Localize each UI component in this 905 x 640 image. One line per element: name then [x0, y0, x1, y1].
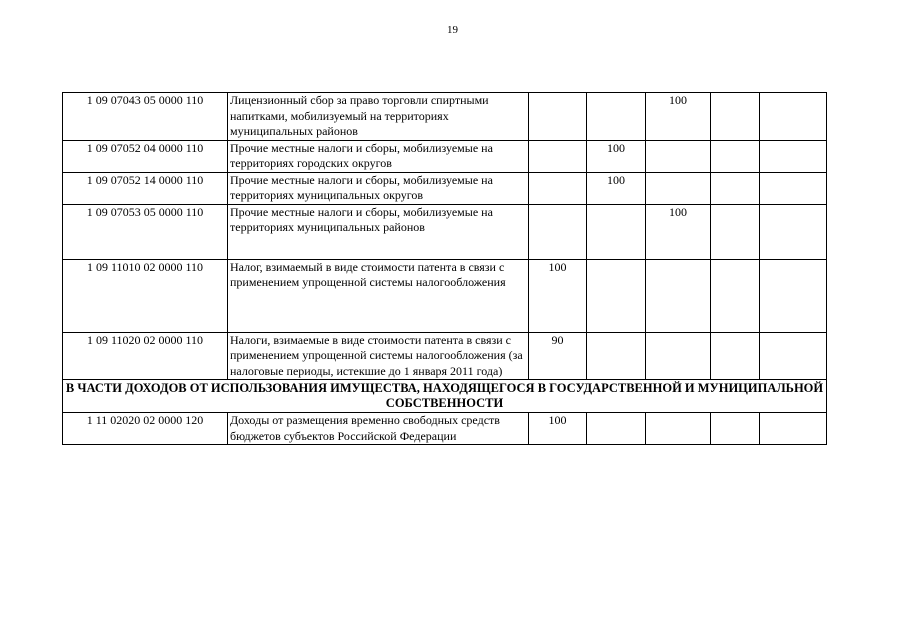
table-row	[63, 332, 827, 380]
share-cell	[587, 332, 646, 380]
table-row	[63, 259, 827, 332]
share-cell	[760, 259, 827, 332]
revenue-code: 1 09 07052 04 0000 110	[63, 140, 228, 172]
section-title: В ЧАСТИ ДОХОДОВ ОТ ИСПОЛЬЗОВАНИЯ ИМУЩЕСТВА, НАХОДЯЩЕГОСЯ В ГОСУДАРСТВЕННОЙ И МУНИЦИПАЛЬНОЙ СОБСТВЕННОСТИ	[63, 380, 827, 413]
share-cell	[760, 413, 827, 445]
share-cell: 100	[529, 259, 587, 332]
share-cell	[711, 259, 760, 332]
share-cell: 100	[587, 140, 646, 172]
table-row	[63, 204, 827, 259]
share-cell	[760, 140, 827, 172]
share-cell: 100	[529, 413, 587, 445]
table-row	[63, 140, 827, 172]
share-cell	[760, 332, 827, 380]
share-cell	[760, 204, 827, 259]
revenue-name: Налоги, взимаемые в виде стоимости патента в связи с применением упрощенной системы налогообложения (за налоговые периоды, истекшие до 1 января 2011 года)	[228, 332, 529, 380]
share-cell	[587, 413, 646, 445]
revenue-distribution-table	[62, 92, 827, 445]
share-cell	[711, 140, 760, 172]
revenue-name: Прочие местные налоги и сборы, мобилизуемые на территориях муниципальных округов	[228, 172, 529, 204]
share-cell	[711, 172, 760, 204]
share-cell	[529, 140, 587, 172]
share-cell	[760, 172, 827, 204]
share-cell: 100	[646, 93, 711, 141]
revenue-code: 1 09 07052 14 0000 110	[63, 172, 228, 204]
table-row	[63, 413, 827, 445]
share-cell: 100	[646, 204, 711, 259]
share-cell	[587, 93, 646, 141]
share-cell	[760, 93, 827, 141]
share-cell	[711, 204, 760, 259]
share-cell	[529, 172, 587, 204]
share-cell	[587, 204, 646, 259]
share-cell	[646, 332, 711, 380]
revenue-name: Прочие местные налоги и сборы, мобилизуемые на территориях городских округов	[228, 140, 529, 172]
table-row	[63, 172, 827, 204]
share-cell	[529, 204, 587, 259]
share-cell: 90	[529, 332, 587, 380]
share-cell	[587, 259, 646, 332]
revenue-code: 1 09 11020 02 0000 110	[63, 332, 228, 380]
share-cell	[646, 413, 711, 445]
share-cell	[529, 93, 587, 141]
revenue-code: 1 09 11010 02 0000 110	[63, 259, 228, 332]
revenue-name: Налог, взимаемый в виде стоимости патента в связи с применением упрощенной системы налогообложения	[228, 259, 529, 332]
revenue-name: Прочие местные налоги и сборы, мобилизуемые на территориях муниципальных районов	[228, 204, 529, 259]
share-cell	[711, 413, 760, 445]
share-cell	[711, 93, 760, 141]
table-row	[63, 93, 827, 141]
share-cell	[646, 140, 711, 172]
page-number: 19	[447, 24, 458, 36]
revenue-code: 1 09 07043 05 0000 110	[63, 93, 228, 141]
revenue-name: Доходы от размещения временно свободных средств бюджетов субъектов Российской Федерации	[228, 413, 529, 445]
revenue-code: 1 09 07053 05 0000 110	[63, 204, 228, 259]
share-cell: 100	[587, 172, 646, 204]
revenue-name: Лицензионный сбор за право торговли спиртными напитками, мобилизуемый на территориях муниципальных районов	[228, 93, 529, 141]
share-cell	[646, 259, 711, 332]
section-header-row	[63, 380, 827, 413]
revenue-code: 1 11 02020 02 0000 120	[63, 413, 228, 445]
share-cell	[646, 172, 711, 204]
share-cell	[711, 332, 760, 380]
